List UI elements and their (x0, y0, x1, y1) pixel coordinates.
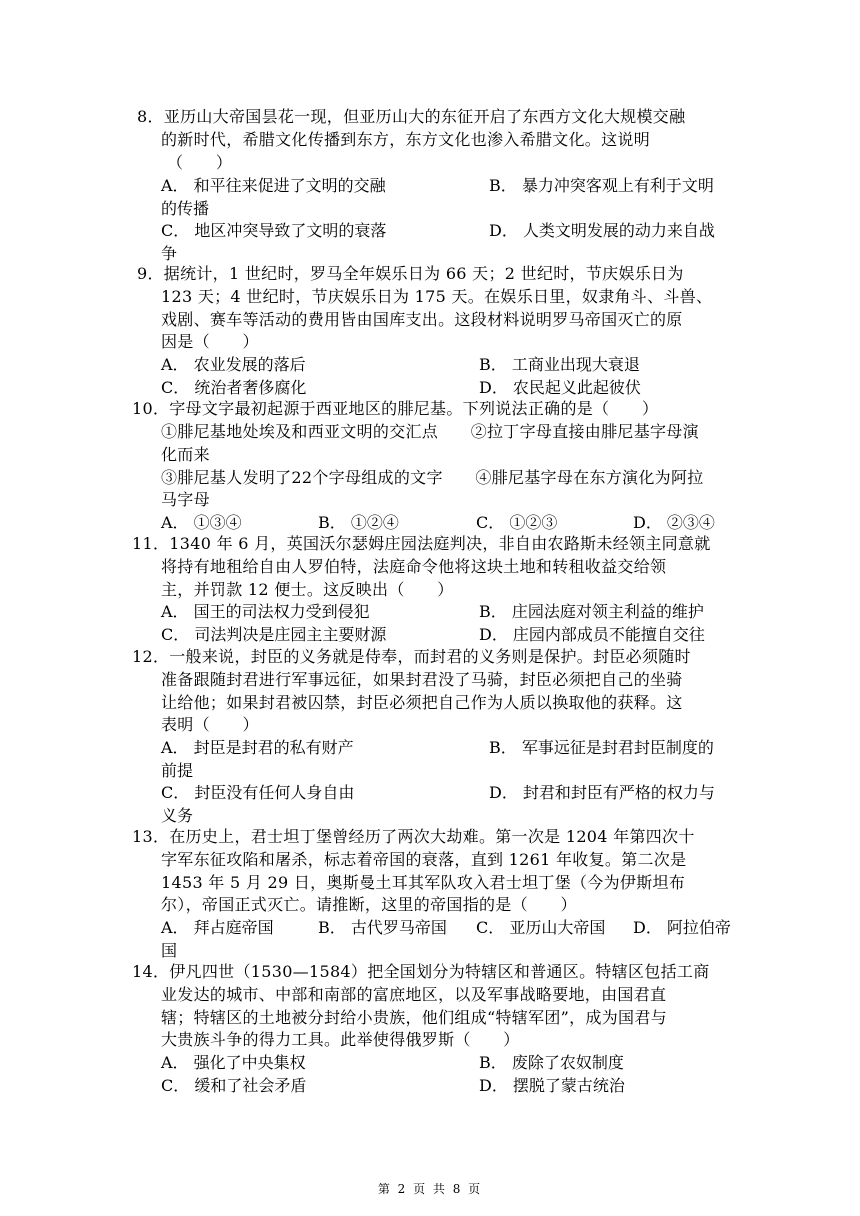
question-13-option-d: D． 阿拉伯帝 (633, 918, 731, 937)
question-8-option-d: D． 人类文明发展的动力来自战 (489, 221, 715, 240)
question-11-option-a: A． 国王的司法权力受到侵犯 (161, 602, 370, 621)
question-12-option-d-wrap: 义务 (161, 806, 194, 825)
question-13-option-d-wrap: 国 (161, 941, 178, 960)
question-9-option-c: C． 统治者奢侈腐化 (161, 378, 307, 397)
question-12-option-a: A． 封臣是封君的私有财产 (161, 738, 354, 757)
question-10-option-a: A． ①③④ (161, 513, 242, 532)
question-9-line-4: 因是（ ） (161, 332, 259, 351)
question-14-line-3: 辖；特辖区的土地被分封给小贵族，他们组成“特辖军团”，成为国君与 (161, 1008, 667, 1027)
question-8-option-a: A． 和平往来促进了文明的交融 (161, 176, 386, 195)
question-12-option-b: B． 军事远征是封君封臣制度的 (489, 738, 714, 757)
question-8-option-c: C． 地区冲突导致了文明的衰落 (161, 221, 387, 240)
question-13-line-4: 尔），帝国正式灭亡。请推断，这里的帝国指的是（ ） (161, 895, 577, 914)
question-11-option-b: B． 庄园法庭对领主利益的维护 (479, 602, 704, 621)
question-13-line-2: 字军东征攻陷和屠杀，标志着帝国的衰落，直到 1261 年收复。第二次是 (161, 850, 687, 869)
question-12-option-d: D． 封君和封臣有严格的权力与 (489, 783, 715, 802)
question-12-option-b-wrap: 前提 (161, 761, 194, 780)
question-13-option-a: A． 拜占庭帝国 (161, 918, 274, 937)
question-8-line-3: （ ） (167, 153, 233, 172)
question-8-line-1: 8．亚历山大帝国昙花一现，但亚历山大的东征开启了东西方文化大规模交融 (137, 107, 686, 126)
question-11-line-2: 将持有地租给自由人罗伯特，法庭命令他将这块土地和转租收益交给领 (161, 557, 667, 576)
question-8-line-2: 的新时代，希腊文化传播到东方，东方文化也渗入希腊文化。这说明 (161, 130, 651, 149)
question-10-line-2: ①腓尼基地处埃及和西亚文明的交汇点 ②拉丁字母直接由腓尼基字母演 (161, 422, 699, 441)
question-10-line-1: 10．字母文字最初起源于西亚地区的腓尼基。下列说法正确的是（ ） (132, 399, 659, 418)
question-11-line-3: 主，并罚款 12 便士。这反映出（ ） (161, 580, 454, 599)
question-13-option-b: B． 古代罗马帝国 (318, 918, 447, 937)
question-14-line-4: 大贵族斗争的得力工具。此举使得俄罗斯（ ） (161, 1030, 520, 1049)
question-14-line-1: 14．伊凡四世（1530—1584）把全国划分为特辖区和普通区。特辖区包括工商 (132, 962, 710, 981)
question-10-option-d: D． ②③④ (633, 513, 715, 532)
question-14-option-d: D． 摆脱了蒙古统治 (479, 1076, 625, 1095)
question-10-line-4: ③腓尼基人发明了22个字母组成的文字 ④腓尼基字母在东方演化为阿拉 (161, 468, 704, 487)
question-14-line-2: 业发达的城市、中部和南部的富庶地区，以及军事战略要地，由国君直 (161, 985, 667, 1004)
question-9-option-b: B． 工商业出现大衰退 (479, 355, 640, 374)
question-13-line-1: 13．在历史上，君士坦丁堡曾经历了两次大劫难。第一次是 1204 年第四次十 (132, 827, 695, 846)
question-9-line-2: 123 天；4 世纪时，节庆娱乐日为 175 天。在娱乐日里，奴隶角斗、斗兽、 (161, 287, 713, 306)
question-10-option-b: B． ①②④ (318, 513, 399, 532)
page-number-footer: 第 2 页 共 8 页 (377, 1182, 483, 1196)
question-12-line-4: 表明（ ） (161, 715, 259, 734)
question-8-option-b: B． 暴力冲突客观上有利于文明 (489, 176, 714, 195)
question-11-option-c: C． 司法判决是庄园主主要财源 (161, 625, 387, 644)
question-10-line-5: 马字母 (161, 490, 210, 509)
question-8-option-b-wrap: 的传播 (161, 199, 210, 218)
question-12-line-2: 准备跟随封君进行军事远征，如果封君没了马骑，封臣必须把自己的坐骑 (161, 670, 683, 689)
question-14-option-c: C． 缓和了社会矛盾 (161, 1076, 307, 1095)
question-13-line-3: 1453 年 5 月 29 日，奥斯曼土耳其军队攻入君士坦丁堡（今为伊斯坦布 (161, 873, 686, 892)
question-14-option-b: B． 废除了农奴制度 (479, 1053, 624, 1072)
question-8-option-d-wrap: 争 (161, 244, 178, 263)
question-12-line-1: 12．一般来说，封臣的义务就是侍奉，而封君的义务则是保护。封臣必须随时 (132, 647, 691, 666)
question-14-option-a: A． 强化了中央集权 (161, 1053, 306, 1072)
question-9-option-d: D． 农民起义此起彼伏 (479, 378, 641, 397)
question-13-option-c: C． 亚历山大帝国 (476, 918, 606, 937)
question-11-line-1: 11．1340 年 6 月，英国沃尔瑟姆庄园法庭判决，非自由农路斯未经领主同意就 (132, 534, 711, 553)
question-9-line-1: 9．据统计，1 世纪时，罗马全年娱乐日为 66 天；2 世纪时，节庆娱乐日为 (137, 264, 684, 283)
question-10-line-3: 化而来 (161, 445, 210, 464)
question-10-option-c: C． ①②③ (476, 513, 558, 532)
question-9-option-a: A． 农业发展的落后 (161, 355, 306, 374)
question-12-line-3: 让给他；如果封君被囚禁，封臣必须把自己作为人质以换取他的获释。这 (161, 693, 683, 712)
question-11-option-d: D． 庄园内部成员不能擅自交往 (479, 625, 705, 644)
question-9-line-3: 戏剧、赛车等活动的费用皆由国库支出。这段材料说明罗马帝国灭亡的原 (161, 310, 683, 329)
question-12-option-c: C． 封臣没有任何人身自由 (161, 783, 355, 802)
